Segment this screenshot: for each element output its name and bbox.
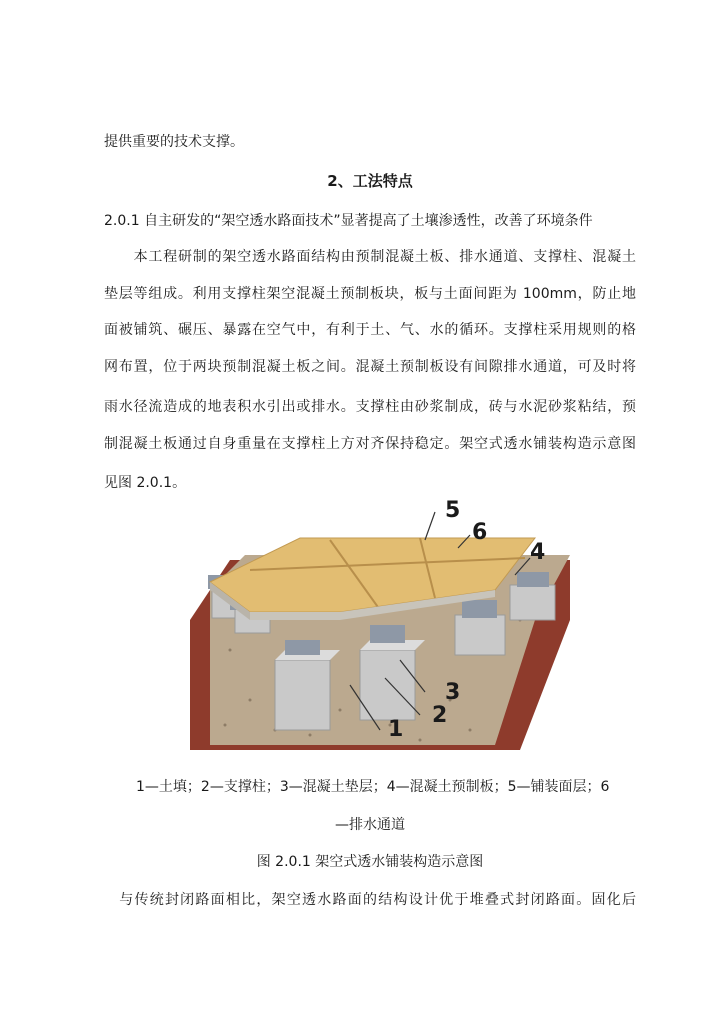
body-line: 垫层等组成。利用支撑柱架空混凝土预制板块，板与土面间距为 100mm，防止地 — [104, 286, 636, 302]
figure-label-4: 4 — [530, 540, 546, 565]
figure-label-3: 3 — [445, 680, 461, 705]
support-pillar — [275, 640, 340, 730]
body-line: 网布置，位于两块预制混凝土板之间。混凝土预制板设有间隙排水通道，可及时将 — [104, 359, 636, 375]
figure-label-1: 1 — [388, 717, 404, 742]
body-line: 本工程研制的架空透水路面结构由预制混凝土板、排水通道、支撑柱、混凝土 — [104, 249, 636, 265]
figure-caption: 图 2.0.1 架空式透水铺装构造示意图 — [256, 854, 484, 870]
body-line: 与传统封闭路面相比，架空透水路面的结构设计优于堆叠式封闭路面。固化后 — [104, 892, 636, 908]
figure-label-5: 5 — [445, 498, 461, 523]
figure-label-2: 2 — [432, 703, 448, 728]
subsection-title: 2.0.1 自主研发的“架空透水路面技术”显著提高了土壤渗透性，改善了环境条件 — [104, 213, 593, 229]
figure-legend: 1—土填；2—支撑柱；3—混凝土垫层；4—混凝土预制板；5—铺装面层；6 — [136, 779, 610, 795]
body-line: 雨水径流造成的地表积水引出或排水。支撑柱由砂浆制成，砖与水泥砂浆粘结，预 — [104, 399, 636, 415]
body-line: 见图 2.0.1。 — [104, 475, 187, 491]
section-heading: 2、工法特点 — [327, 172, 413, 190]
paving-structure-figure — [190, 500, 570, 750]
figure-label-6: 6 — [472, 520, 488, 545]
paragraph-text: 提供重要的技术支撑。 — [104, 134, 244, 150]
body-line: 面被铺筑、碾压、暴露在空气中，有利于土、气、水的循环。支撑柱采用规则的格 — [104, 322, 636, 338]
body-line: 制混凝土板通过自身重量在支撑柱上方对齐保持稳定。架空式透水铺装构造示意图 — [104, 436, 636, 452]
figure-legend: —排水通道 — [335, 817, 405, 833]
